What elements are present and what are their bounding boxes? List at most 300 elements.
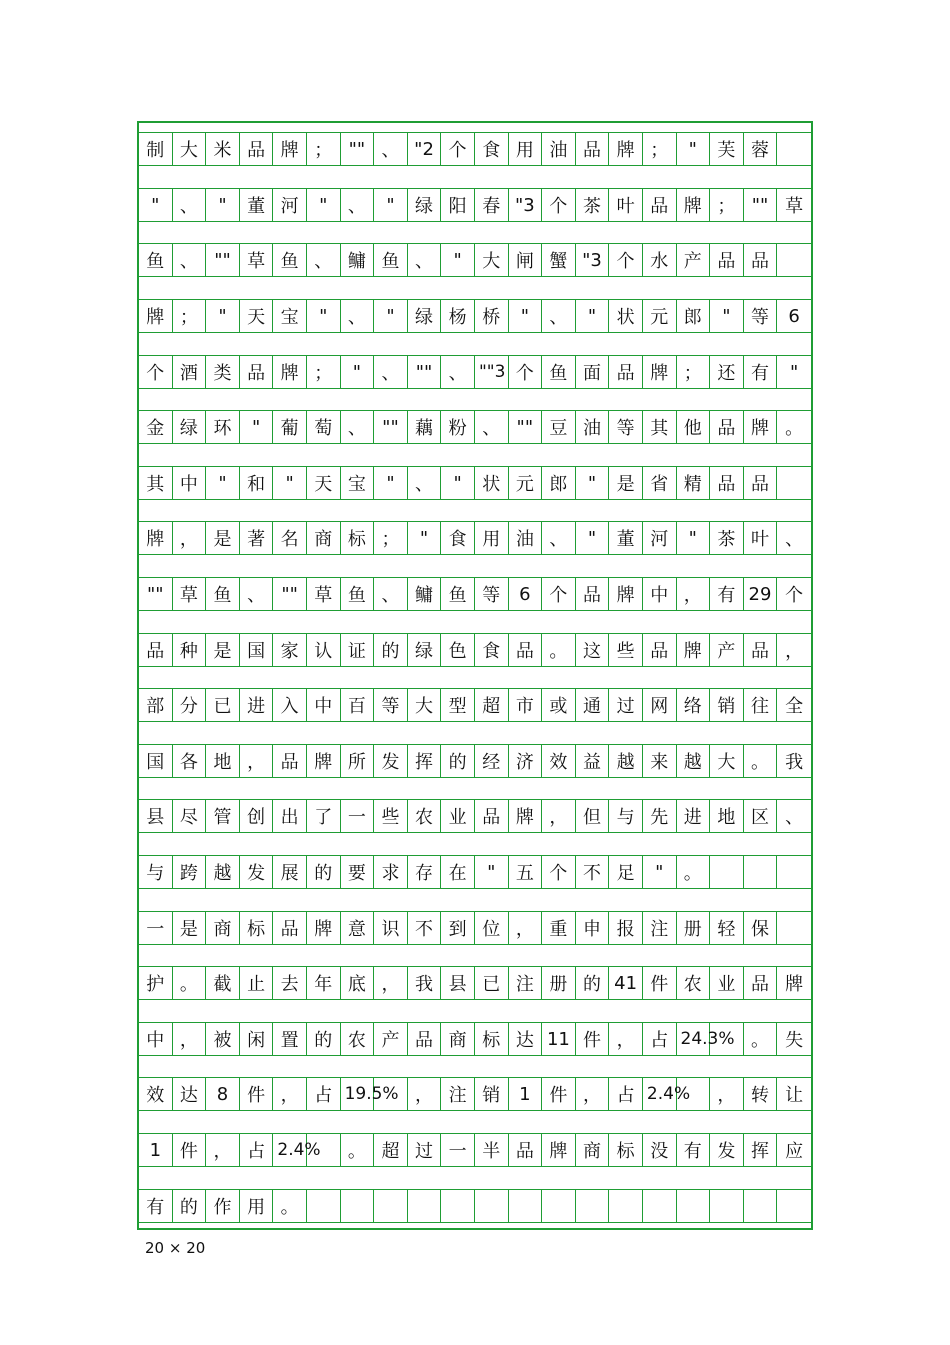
grid-cell: " [206, 466, 240, 500]
grid-cell: 一 [341, 799, 375, 833]
grid-cell: 大 [710, 744, 744, 778]
grid-cell: 、 [777, 799, 811, 833]
grid-cell: 申 [576, 911, 610, 945]
grid-cell: " [509, 299, 543, 333]
grid-cell: 已 [206, 688, 240, 722]
grid-cell [374, 1077, 408, 1111]
grid-cell: 2.4% [643, 1077, 677, 1111]
grid-cell: 杨 [441, 299, 475, 333]
grid-cell: 尽 [173, 799, 207, 833]
grid-cell: 国 [139, 744, 173, 778]
grid-cell: 有 [677, 1133, 711, 1167]
grid-cell: 展 [273, 855, 307, 889]
grid-cell: 色 [441, 633, 475, 667]
grid-cell: 叶 [744, 521, 778, 555]
grid-cell: 有 [139, 1189, 173, 1223]
grid-cell: 国 [240, 633, 274, 667]
grid-cell: 牌 [643, 355, 677, 389]
grid-row [139, 243, 811, 277]
grid-cell: 油 [542, 132, 576, 166]
grid-cell: 大 [173, 132, 207, 166]
grid-cell [744, 1189, 778, 1223]
grid-cell: 品 [576, 132, 610, 166]
grid-cell: ， [408, 1077, 442, 1111]
grid-cell: 让 [777, 1077, 811, 1111]
grid-cell: 蓉 [744, 132, 778, 166]
grid-cell: 越 [609, 744, 643, 778]
grid-cell: 、 [374, 355, 408, 389]
grid-cell: " [677, 132, 711, 166]
grid-cell: 一 [139, 911, 173, 945]
grid-cell: 41 [609, 966, 643, 1000]
grid-cell: 草 [307, 577, 341, 611]
grid-cell [374, 1189, 408, 1223]
grid-cell: 分 [173, 688, 207, 722]
grid-cell [677, 1077, 711, 1111]
grid-cell: ， [576, 1077, 610, 1111]
grid-cell: 中 [307, 688, 341, 722]
grid-cell [744, 855, 778, 889]
grid-cell: 入 [273, 688, 307, 722]
grid-cell: 。 [173, 966, 207, 1000]
grid-row [139, 355, 811, 389]
grid-cell: 阳 [441, 188, 475, 222]
grid-cell: 到 [441, 911, 475, 945]
grid-cell: 水 [643, 243, 677, 277]
grid-cell: 鱼 [273, 243, 307, 277]
grid-cell: 商 [206, 911, 240, 945]
grid-cell: 、 [307, 243, 341, 277]
grid-cell: 产 [374, 1022, 408, 1056]
grid-cell: 。 [542, 633, 576, 667]
grid-cell: 位 [475, 911, 509, 945]
grid-cell: ， [374, 966, 408, 1000]
grid-cell: " [475, 855, 509, 889]
grid-cell: 作 [206, 1189, 240, 1223]
grid-cell: 或 [542, 688, 576, 722]
grid-cell: 品 [744, 243, 778, 277]
grid-cell [341, 1189, 375, 1223]
grid-cell: 牌 [139, 299, 173, 333]
grid-cell: " [374, 188, 408, 222]
grid-cell: 部 [139, 688, 173, 722]
grid-cell: 藕 [408, 410, 442, 444]
grid-cell: 县 [139, 799, 173, 833]
grid-cell: " [206, 188, 240, 222]
grid-cell: 往 [744, 688, 778, 722]
grid-row [139, 577, 811, 611]
grid-cell: 牌 [609, 577, 643, 611]
grid-cell: 一 [441, 1133, 475, 1167]
grid-cell [475, 1189, 509, 1223]
grid-cell: 品 [576, 577, 610, 611]
grid-cell: 29 [744, 577, 778, 611]
grid-cell: 鱼 [441, 577, 475, 611]
grid-cell: 闲 [240, 1022, 274, 1056]
grid-cell: 品 [643, 633, 677, 667]
grid-cell: 发 [240, 855, 274, 889]
grid-cell [307, 1189, 341, 1223]
grid-cell: 大 [408, 688, 442, 722]
grid-cell: 件 [240, 1077, 274, 1111]
grid-cell: 品 [710, 466, 744, 500]
grid-cell: 用 [475, 521, 509, 555]
grid-cell: 牌 [139, 521, 173, 555]
grid-cell: 油 [576, 410, 610, 444]
grid-cell [777, 466, 811, 500]
grid-cell [576, 1189, 610, 1223]
grid-cell: 大 [475, 243, 509, 277]
grid-cell: 牌 [273, 132, 307, 166]
grid-cell: 品 [273, 744, 307, 778]
grid-cell: 鱼 [341, 577, 375, 611]
grid-cell: " [307, 299, 341, 333]
grid-cell: 创 [240, 799, 274, 833]
grid-cell [408, 1189, 442, 1223]
grid-cell: 证 [341, 633, 375, 667]
grid-cell: ， [206, 1133, 240, 1167]
grid-cell [710, 1189, 744, 1223]
grid-cell: 轻 [710, 911, 744, 945]
grid-cell: 截 [206, 966, 240, 1000]
grid-cell: 萄 [307, 410, 341, 444]
grid-cell: 状 [609, 299, 643, 333]
grid-cell: 6 [509, 577, 543, 611]
grid-cell: 牌 [677, 633, 711, 667]
grid-cell: 个 [777, 577, 811, 611]
grid-cell: 保 [744, 911, 778, 945]
grid-cell: 发 [710, 1133, 744, 1167]
grid-cell: 等 [374, 688, 408, 722]
grid-cell: 去 [273, 966, 307, 1000]
grid-cell: 些 [374, 799, 408, 833]
grid-cell: 草 [240, 243, 274, 277]
grid-cell: 、 [542, 299, 576, 333]
grid-cell: 、 [441, 355, 475, 389]
grid-cell: 牌 [609, 132, 643, 166]
grid-cell: 标 [475, 1022, 509, 1056]
grid-cell: 牌 [542, 1133, 576, 1167]
grid-cell: 册 [542, 966, 576, 1000]
grid-cell: 要 [341, 855, 375, 889]
grid-cell: 越 [206, 855, 240, 889]
grid-cell: 求 [374, 855, 408, 889]
grid-cell: 是 [609, 466, 643, 500]
grid-cell: ， [240, 744, 274, 778]
grid-cell: 个 [139, 355, 173, 389]
grid-cell: 蟹 [542, 243, 576, 277]
grid-cell: 止 [240, 966, 274, 1000]
grid-cell: 、 [475, 410, 509, 444]
grid-cell: 百 [341, 688, 375, 722]
grid-cell: "3 [509, 188, 543, 222]
grid-cell: 草 [777, 188, 811, 222]
grid-cell: 宝 [341, 466, 375, 500]
grid-cell: "" [273, 577, 307, 611]
grid-cell: 个 [542, 855, 576, 889]
grid-cell: 芙 [710, 132, 744, 166]
grid-cell: 护 [139, 966, 173, 1000]
grid-cell: 个 [542, 188, 576, 222]
grid-cell: 品 [710, 243, 744, 277]
grid-cell: 通 [576, 688, 610, 722]
grid-cell: 的 [441, 744, 475, 778]
grid-cell: 董 [240, 188, 274, 222]
grid-cell: 2.4% [273, 1133, 307, 1167]
grid-cell: 省 [643, 466, 677, 500]
grid-cell: 地 [710, 799, 744, 833]
grid-cell: "" [408, 355, 442, 389]
grid-cell: 件 [173, 1133, 207, 1167]
grid-cell: "" [206, 243, 240, 277]
grid-cell: " [441, 466, 475, 500]
grid-row [139, 1022, 811, 1056]
grid-cell: 粉 [441, 410, 475, 444]
grid-cell [777, 855, 811, 889]
grid-cell: "" [744, 188, 778, 222]
grid-cell: 的 [307, 1022, 341, 1056]
grid-cell: 名 [273, 521, 307, 555]
grid-cell: 食 [475, 132, 509, 166]
grid-cell: 茶 [576, 188, 610, 222]
grid-cell: 董 [609, 521, 643, 555]
grid-cell: 、 [374, 132, 408, 166]
grid-cell: 是 [173, 911, 207, 945]
grid-cell: 、 [542, 521, 576, 555]
grid-cell: 标 [609, 1133, 643, 1167]
grid-cell: 件 [643, 966, 677, 1000]
grid-cell: 用 [509, 132, 543, 166]
grid-cell: 闸 [509, 243, 543, 277]
grid-cell: 、 [173, 243, 207, 277]
grid-row [139, 521, 811, 555]
grid-cell: 发 [374, 744, 408, 778]
grid-cell: 类 [206, 355, 240, 389]
grid-cell: 先 [643, 799, 677, 833]
grid-cell: 进 [240, 688, 274, 722]
grid-cell: " [139, 188, 173, 222]
grid-cell: 绿 [408, 188, 442, 222]
grid-cell: 品 [744, 966, 778, 1000]
grid-cell: 占 [307, 1077, 341, 1111]
grid-cell: 个 [542, 577, 576, 611]
grid-cell: 叶 [609, 188, 643, 222]
grid-cell: 牌 [777, 966, 811, 1000]
grid-cell: 牌 [307, 911, 341, 945]
grid-cell: "2 [408, 132, 442, 166]
grid-cell: 存 [408, 855, 442, 889]
grid-cell [777, 132, 811, 166]
grid-cell: 五 [509, 855, 543, 889]
grid-cell: 中 [139, 1022, 173, 1056]
grid-cell: 。 [273, 1189, 307, 1223]
grid-cell: 件 [542, 1077, 576, 1111]
grid-cell: 19.5% [341, 1077, 375, 1111]
grid-cell: "" [341, 132, 375, 166]
grid-cell: 牌 [509, 799, 543, 833]
grid-cell: 业 [710, 966, 744, 1000]
grid-row [139, 799, 811, 833]
grid-cell: 郎 [677, 299, 711, 333]
grid-cell: 桥 [475, 299, 509, 333]
grid-cell: " [677, 521, 711, 555]
grid-cell: 但 [576, 799, 610, 833]
grid-cell: 元 [509, 466, 543, 500]
grid-cell: " [341, 355, 375, 389]
grid-cell: 出 [273, 799, 307, 833]
grid-cell: 注 [509, 966, 543, 1000]
grid-cell: 鱼 [374, 243, 408, 277]
grid-cell: 其 [139, 466, 173, 500]
grid-cell: "" [509, 410, 543, 444]
grid-cell [677, 1189, 711, 1223]
grid-cell: 制 [139, 132, 173, 166]
grid-cell: 的 [374, 633, 408, 667]
grid-cell: 管 [206, 799, 240, 833]
grid-cell: 河 [643, 521, 677, 555]
grid-cell: 业 [441, 799, 475, 833]
grid-cell: 郎 [542, 466, 576, 500]
grid-cell: 个 [509, 355, 543, 389]
grid-cell: 。 [744, 1022, 778, 1056]
grid-cell: " [643, 855, 677, 889]
grid-cell: 应 [777, 1133, 811, 1167]
grid-cell: 茶 [710, 521, 744, 555]
grid-cell: 品 [408, 1022, 442, 1056]
grid-cell: ， [777, 633, 811, 667]
grid-cell: "" [139, 577, 173, 611]
grid-cell: " [441, 243, 475, 277]
grid-cell: 品 [240, 355, 274, 389]
grid-cell: 金 [139, 410, 173, 444]
grid-cell: 牌 [273, 355, 307, 389]
grid-cell: 绿 [173, 410, 207, 444]
grid-cell: 超 [475, 688, 509, 722]
grid-cell: ； [173, 299, 207, 333]
grid-cell: 来 [643, 744, 677, 778]
grid-cell: 效 [542, 744, 576, 778]
manuscript-grid [137, 121, 813, 1230]
grid-cell: ； [307, 132, 341, 166]
grid-cell: 葡 [273, 410, 307, 444]
grid-cell: 草 [173, 577, 207, 611]
grid-cell: 、 [240, 577, 274, 611]
grid-cell: 和 [240, 466, 274, 500]
grid-cell: 没 [643, 1133, 677, 1167]
grid-cell: 米 [206, 132, 240, 166]
grid-row [139, 1133, 811, 1167]
grid-cell: 牌 [677, 188, 711, 222]
grid-cell: 春 [475, 188, 509, 222]
grid-cell: 等 [609, 410, 643, 444]
grid-cell: 了 [307, 799, 341, 833]
grid-cell: " [408, 521, 442, 555]
grid-cell: " [240, 410, 274, 444]
grid-row [139, 688, 811, 722]
grid-cell [509, 1189, 543, 1223]
grid-cell [643, 1189, 677, 1223]
grid-cell: 效 [139, 1077, 173, 1111]
grid-row [139, 966, 811, 1000]
grid-cell: 注 [643, 911, 677, 945]
grid-cell: 区 [744, 799, 778, 833]
grid-cell: " [374, 466, 408, 500]
grid-cell: 销 [475, 1077, 509, 1111]
grid-cell: ， [542, 799, 576, 833]
grid-cell: 的 [576, 966, 610, 1000]
grid-cell: 这 [576, 633, 610, 667]
grid-cell: 识 [374, 911, 408, 945]
grid-cell: 底 [341, 966, 375, 1000]
grid-row [139, 855, 811, 889]
grid-cell: 标 [240, 911, 274, 945]
grid-cell [710, 1022, 744, 1056]
grid-cell: 有 [744, 355, 778, 389]
grid-cell: 中 [173, 466, 207, 500]
grid-cell: 、 [408, 466, 442, 500]
grid-cell: ， [273, 1077, 307, 1111]
grid-cell: 转 [744, 1077, 778, 1111]
grid-cell: " [576, 521, 610, 555]
grid-cell: " [273, 466, 307, 500]
grid-cell: " [206, 299, 240, 333]
grid-cell: ； [710, 188, 744, 222]
grid-cell: 是 [206, 633, 240, 667]
grid-cell: 占 [240, 1133, 274, 1167]
grid-cell: 所 [341, 744, 375, 778]
grid-cell: 鱼 [542, 355, 576, 389]
grid-cell: 注 [441, 1077, 475, 1111]
grid-cell [307, 1133, 341, 1167]
grid-cell: 足 [609, 855, 643, 889]
grid-cell: 牌 [307, 744, 341, 778]
grid-cell: 我 [408, 966, 442, 1000]
grid-cell: 超 [374, 1133, 408, 1167]
grid-cell: ""3 [475, 355, 509, 389]
grid-cell: 不 [408, 911, 442, 945]
grid-cell: 还 [710, 355, 744, 389]
grid-cell: 宝 [273, 299, 307, 333]
grid-cell: 中 [643, 577, 677, 611]
grid-cell: 、 [173, 188, 207, 222]
grid-cell: " [710, 299, 744, 333]
grid-cell: 占 [609, 1077, 643, 1111]
grid-cell: 11 [542, 1022, 576, 1056]
grid-cell: "3 [576, 243, 610, 277]
grid-cell: 品 [509, 1133, 543, 1167]
grid-cell: 农 [341, 1022, 375, 1056]
grid-cell: 各 [173, 744, 207, 778]
grid-cell [777, 911, 811, 945]
grid-cell: 。 [677, 855, 711, 889]
grid-cell: 件 [576, 1022, 610, 1056]
grid-cell: 用 [240, 1189, 274, 1223]
grid-cell: 些 [609, 633, 643, 667]
grid-cell: 品 [273, 911, 307, 945]
grid-cell: " [777, 355, 811, 389]
grid-row [139, 633, 811, 667]
grid-cell [542, 1189, 576, 1223]
grid-cell: 不 [576, 855, 610, 889]
grid-cell: 我 [777, 744, 811, 778]
grid-cell: 绿 [408, 633, 442, 667]
grid-cell: ， [609, 1022, 643, 1056]
grid-cell: 品 [509, 633, 543, 667]
grid-cell: 著 [240, 521, 274, 555]
grid-cell: 益 [576, 744, 610, 778]
grid-cell: " [576, 466, 610, 500]
grid-cell: 6 [777, 299, 811, 333]
